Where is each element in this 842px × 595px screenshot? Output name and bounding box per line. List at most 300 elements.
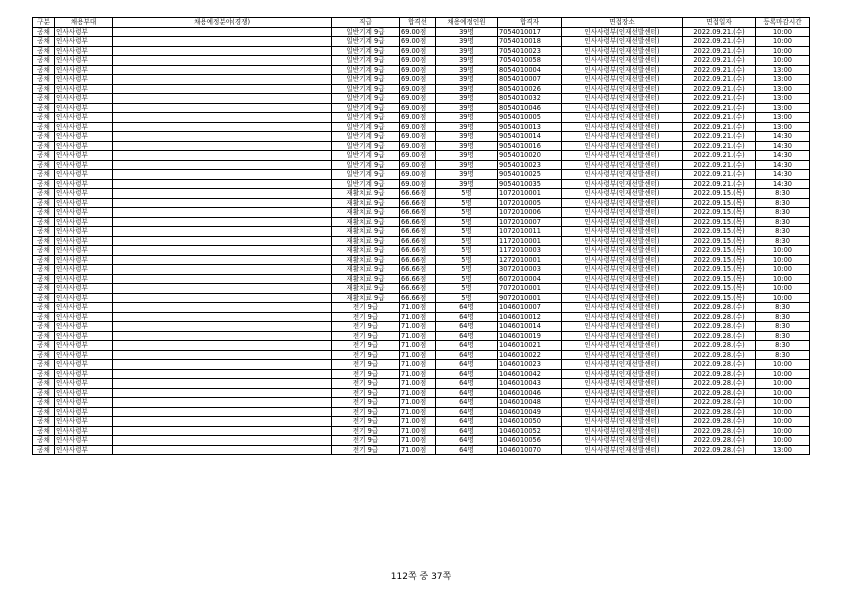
cell-cutoff: 69.00점 — [400, 132, 436, 142]
cell-grade: 재활치료 9급 — [332, 274, 400, 284]
cell-quota: 39명 — [436, 122, 498, 132]
cell-location: 인사사령부(인재선발센터) — [562, 398, 683, 408]
cell-unit: 인사사령부 — [55, 122, 113, 132]
cell-category: 공채 — [33, 141, 55, 151]
cell-cutoff: 66.66점 — [400, 227, 436, 237]
cell-category: 공채 — [33, 75, 55, 85]
cell-grade: 전기 9급 — [332, 350, 400, 360]
cell-unit: 인사사령부 — [55, 303, 113, 313]
cell-deadline: 14:30 — [756, 132, 810, 142]
cell-deadline: 13:00 — [756, 65, 810, 75]
cell-grade: 일반기계 9급 — [332, 65, 400, 75]
cell-quota: 39명 — [436, 27, 498, 37]
cell-applicant-id: 1046010043 — [498, 379, 562, 389]
table-row — [33, 341, 810, 351]
cell-unit: 인사사령부 — [55, 246, 113, 256]
cell-location: 인사사령부(인재선발센터) — [562, 208, 683, 218]
cell-category: 공채 — [33, 151, 55, 161]
table-row — [33, 436, 810, 446]
cell-cutoff: 69.00점 — [400, 113, 436, 123]
header-quota: 채용예정인원 — [436, 18, 498, 28]
cell-category: 공채 — [33, 236, 55, 246]
cell-date: 2022.09.15.(목) — [683, 198, 756, 208]
cell-location: 인사사령부(인재선발센터) — [562, 360, 683, 370]
cell-grade: 일반기계 9급 — [332, 103, 400, 113]
cell-field — [113, 46, 332, 56]
cell-location: 인사사령부(인재선발센터) — [562, 160, 683, 170]
cell-cutoff: 71.00점 — [400, 426, 436, 436]
cell-unit: 인사사령부 — [55, 322, 113, 332]
cell-applicant-id: 3072010003 — [498, 265, 562, 275]
cell-unit: 인사사령부 — [55, 84, 113, 94]
cell-deadline: 10:00 — [756, 407, 810, 417]
cell-field — [113, 388, 332, 398]
cell-cutoff: 69.00점 — [400, 151, 436, 161]
cell-grade: 재활치료 9급 — [332, 198, 400, 208]
cell-date: 2022.09.15.(목) — [683, 246, 756, 256]
cell-date: 2022.09.21.(수) — [683, 122, 756, 132]
cell-cutoff: 66.66점 — [400, 265, 436, 275]
table-row — [33, 274, 810, 284]
cell-field — [113, 445, 332, 455]
cell-grade: 재활치료 9급 — [332, 255, 400, 265]
cell-applicant-id: 7072010001 — [498, 284, 562, 294]
cell-quota: 64명 — [436, 445, 498, 455]
cell-cutoff: 66.66점 — [400, 255, 436, 265]
table-row — [33, 293, 810, 303]
cell-location: 인사사령부(인재선발센터) — [562, 312, 683, 322]
cell-location: 인사사령부(인재선발센터) — [562, 341, 683, 351]
cell-field — [113, 426, 332, 436]
cell-applicant-id: 1046010012 — [498, 312, 562, 322]
cell-grade: 전기 9급 — [332, 445, 400, 455]
cell-date: 2022.09.15.(목) — [683, 255, 756, 265]
cell-grade: 전기 9급 — [332, 388, 400, 398]
cell-date: 2022.09.15.(목) — [683, 284, 756, 294]
cell-date: 2022.09.21.(수) — [683, 160, 756, 170]
cell-location: 인사사령부(인재선발센터) — [562, 37, 683, 47]
cell-grade: 전기 9급 — [332, 360, 400, 370]
cell-deadline: 13:00 — [756, 75, 810, 85]
cell-deadline: 10:00 — [756, 274, 810, 284]
table-row — [33, 141, 810, 151]
cell-location: 인사사령부(인재선발센터) — [562, 350, 683, 360]
header-cutoff: 합격선 — [400, 18, 436, 28]
cell-location: 인사사령부(인재선발센터) — [562, 379, 683, 389]
cell-grade: 재활치료 9급 — [332, 208, 400, 218]
cell-field — [113, 360, 332, 370]
cell-grade: 재활치료 9급 — [332, 284, 400, 294]
cell-field — [113, 246, 332, 256]
cell-category: 공채 — [33, 341, 55, 351]
cell-field — [113, 398, 332, 408]
cell-quota: 5명 — [436, 217, 498, 227]
cell-date: 2022.09.28.(수) — [683, 426, 756, 436]
cell-cutoff: 66.66점 — [400, 274, 436, 284]
cell-quota: 5명 — [436, 198, 498, 208]
cell-category: 공채 — [33, 417, 55, 427]
cell-category: 공채 — [33, 160, 55, 170]
cell-date: 2022.09.21.(수) — [683, 103, 756, 113]
cell-location: 인사사령부(인재선발센터) — [562, 417, 683, 427]
cell-quota: 5명 — [436, 208, 498, 218]
cell-cutoff: 71.00점 — [400, 341, 436, 351]
cell-field — [113, 407, 332, 417]
cell-field — [113, 65, 332, 75]
cell-cutoff: 69.00점 — [400, 65, 436, 75]
cell-category: 공채 — [33, 445, 55, 455]
cell-location: 인사사령부(인재선발센터) — [562, 141, 683, 151]
table-row — [33, 388, 810, 398]
cell-unit: 인사사령부 — [55, 75, 113, 85]
cell-unit: 인사사령부 — [55, 236, 113, 246]
cell-deadline: 10:00 — [756, 56, 810, 66]
cell-category: 공채 — [33, 265, 55, 275]
cell-unit: 인사사령부 — [55, 436, 113, 446]
cell-location: 인사사령부(인재선발센터) — [562, 303, 683, 313]
cell-location: 인사사령부(인재선발센터) — [562, 122, 683, 132]
cell-unit: 인사사령부 — [55, 151, 113, 161]
cell-quota: 64명 — [436, 303, 498, 313]
cell-deadline: 10:00 — [756, 293, 810, 303]
cell-quota: 64명 — [436, 398, 498, 408]
cell-unit: 인사사령부 — [55, 331, 113, 341]
cell-grade: 일반기계 9급 — [332, 160, 400, 170]
cell-category: 공채 — [33, 350, 55, 360]
cell-date: 2022.09.15.(목) — [683, 236, 756, 246]
cell-cutoff: 71.00점 — [400, 407, 436, 417]
cell-deadline: 10:00 — [756, 388, 810, 398]
cell-category: 공채 — [33, 122, 55, 132]
cell-unit: 인사사령부 — [55, 417, 113, 427]
cell-category: 공채 — [33, 217, 55, 227]
cell-unit: 인사사령부 — [55, 445, 113, 455]
cell-category: 공채 — [33, 246, 55, 256]
table-row — [33, 37, 810, 47]
cell-grade: 재활치료 9급 — [332, 227, 400, 237]
cell-grade: 전기 9급 — [332, 379, 400, 389]
table-row — [33, 65, 810, 75]
cell-deadline: 8:30 — [756, 198, 810, 208]
cell-field — [113, 255, 332, 265]
cell-cutoff: 69.00점 — [400, 103, 436, 113]
cell-field — [113, 122, 332, 132]
cell-location: 인사사령부(인재선발센터) — [562, 246, 683, 256]
table-row — [33, 27, 810, 37]
cell-location: 인사사령부(인재선발센터) — [562, 369, 683, 379]
cell-location: 인사사령부(인재선발센터) — [562, 265, 683, 275]
table-row — [33, 103, 810, 113]
cell-quota: 64명 — [436, 388, 498, 398]
cell-cutoff: 71.00점 — [400, 379, 436, 389]
cell-applicant-id: 9054010035 — [498, 179, 562, 189]
cell-date: 2022.09.28.(수) — [683, 312, 756, 322]
header-applicant-id: 합격자 — [498, 18, 562, 28]
cell-category: 공채 — [33, 103, 55, 113]
cell-grade: 재활치료 9급 — [332, 236, 400, 246]
cell-unit: 인사사령부 — [55, 208, 113, 218]
cell-grade: 전기 9급 — [332, 312, 400, 322]
cell-location: 인사사령부(인재선발센터) — [562, 322, 683, 332]
cell-field — [113, 75, 332, 85]
cell-deadline: 10:00 — [756, 284, 810, 294]
cell-quota: 5명 — [436, 284, 498, 294]
cell-location: 인사사령부(인재선발센터) — [562, 75, 683, 85]
cell-grade: 재활치료 9급 — [332, 217, 400, 227]
cell-location: 인사사령부(인재선발센터) — [562, 274, 683, 284]
cell-unit: 인사사령부 — [55, 217, 113, 227]
cell-field — [113, 27, 332, 37]
cell-category: 공채 — [33, 293, 55, 303]
cell-grade: 일반기계 9급 — [332, 56, 400, 66]
cell-unit: 인사사령부 — [55, 160, 113, 170]
cell-date: 2022.09.21.(수) — [683, 179, 756, 189]
cell-deadline: 10:00 — [756, 27, 810, 37]
cell-category: 공채 — [33, 27, 55, 37]
header-field: 채용예정분야(경쟁) — [113, 18, 332, 28]
cell-field — [113, 217, 332, 227]
cell-category: 공채 — [33, 331, 55, 341]
table-row — [33, 198, 810, 208]
cell-date: 2022.09.28.(수) — [683, 322, 756, 332]
cell-unit: 인사사령부 — [55, 65, 113, 75]
cell-grade: 전기 9급 — [332, 303, 400, 313]
cell-unit: 인사사령부 — [55, 388, 113, 398]
cell-field — [113, 132, 332, 142]
cell-unit: 인사사령부 — [55, 132, 113, 142]
cell-date: 2022.09.15.(목) — [683, 227, 756, 237]
cell-deadline: 8:30 — [756, 322, 810, 332]
header-grade: 직급 — [332, 18, 400, 28]
cell-applicant-id: 7054010023 — [498, 46, 562, 56]
cell-cutoff: 71.00점 — [400, 388, 436, 398]
table-row — [33, 284, 810, 294]
cell-location: 인사사령부(인재선발센터) — [562, 331, 683, 341]
cell-applicant-id: 1046010070 — [498, 445, 562, 455]
cell-category: 공채 — [33, 208, 55, 218]
cell-unit: 인사사령부 — [55, 398, 113, 408]
cell-field — [113, 113, 332, 123]
cell-location: 인사사령부(인재선발센터) — [562, 65, 683, 75]
cell-field — [113, 265, 332, 275]
table-row — [33, 132, 810, 142]
cell-cutoff: 71.00점 — [400, 303, 436, 313]
cell-unit: 인사사령부 — [55, 179, 113, 189]
cell-applicant-id: 1072010001 — [498, 189, 562, 199]
cell-applicant-id: 8054010046 — [498, 103, 562, 113]
cell-grade: 전기 9급 — [332, 407, 400, 417]
cell-category: 공채 — [33, 388, 55, 398]
cell-date: 2022.09.21.(수) — [683, 151, 756, 161]
cell-date: 2022.09.28.(수) — [683, 341, 756, 351]
cell-applicant-id: 9054010013 — [498, 122, 562, 132]
cell-cutoff: 71.00점 — [400, 312, 436, 322]
cell-grade: 재활치료 9급 — [332, 265, 400, 275]
cell-unit: 인사사령부 — [55, 37, 113, 47]
cell-location: 인사사령부(인재선발센터) — [562, 426, 683, 436]
cell-date: 2022.09.21.(수) — [683, 113, 756, 123]
table-row — [33, 246, 810, 256]
cell-category: 공채 — [33, 426, 55, 436]
cell-grade: 전기 9급 — [332, 322, 400, 332]
cell-cutoff: 71.00점 — [400, 369, 436, 379]
cell-quota: 64명 — [436, 350, 498, 360]
cell-field — [113, 350, 332, 360]
cell-category: 공채 — [33, 113, 55, 123]
interview-schedule-table — [32, 17, 810, 455]
cell-category: 공채 — [33, 189, 55, 199]
cell-deadline: 10:00 — [756, 37, 810, 47]
cell-deadline: 13:00 — [756, 113, 810, 123]
cell-category: 공채 — [33, 255, 55, 265]
cell-deadline: 8:30 — [756, 236, 810, 246]
cell-cutoff: 66.66점 — [400, 198, 436, 208]
cell-quota: 64명 — [436, 407, 498, 417]
cell-unit: 인사사령부 — [55, 46, 113, 56]
cell-deadline: 13:00 — [756, 122, 810, 132]
cell-field — [113, 170, 332, 180]
cell-cutoff: 71.00점 — [400, 360, 436, 370]
cell-quota: 39명 — [436, 94, 498, 104]
cell-location: 인사사령부(인재선발센터) — [562, 94, 683, 104]
header-date: 면접일자 — [683, 18, 756, 28]
cell-deadline: 13:00 — [756, 103, 810, 113]
cell-grade: 전기 9급 — [332, 341, 400, 351]
cell-location: 인사사령부(인재선발센터) — [562, 46, 683, 56]
cell-field — [113, 322, 332, 332]
cell-category: 공채 — [33, 227, 55, 237]
cell-category: 공채 — [33, 369, 55, 379]
cell-cutoff: 66.66점 — [400, 208, 436, 218]
cell-grade: 재활치료 9급 — [332, 189, 400, 199]
cell-category: 공채 — [33, 37, 55, 47]
cell-quota: 5명 — [436, 227, 498, 237]
cell-category: 공채 — [33, 407, 55, 417]
cell-field — [113, 341, 332, 351]
table-row — [33, 445, 810, 455]
cell-category: 공채 — [33, 56, 55, 66]
cell-deadline: 10:00 — [756, 417, 810, 427]
cell-date: 2022.09.21.(수) — [683, 56, 756, 66]
cell-field — [113, 208, 332, 218]
cell-field — [113, 151, 332, 161]
cell-category: 공채 — [33, 322, 55, 332]
table-row — [33, 265, 810, 275]
cell-applicant-id: 9054010020 — [498, 151, 562, 161]
cell-applicant-id: 1046010014 — [498, 322, 562, 332]
cell-cutoff: 69.00점 — [400, 179, 436, 189]
cell-date: 2022.09.28.(수) — [683, 331, 756, 341]
cell-quota: 64명 — [436, 360, 498, 370]
cell-applicant-id: 1072010005 — [498, 198, 562, 208]
cell-applicant-id: 1072010006 — [498, 208, 562, 218]
cell-deadline: 10:00 — [756, 369, 810, 379]
cell-category: 공채 — [33, 284, 55, 294]
cell-field — [113, 274, 332, 284]
table-row — [33, 417, 810, 427]
cell-unit: 인사사령부 — [55, 141, 113, 151]
cell-field — [113, 198, 332, 208]
table-row — [33, 217, 810, 227]
cell-deadline: 10:00 — [756, 246, 810, 256]
cell-unit: 인사사령부 — [55, 426, 113, 436]
cell-deadline: 14:30 — [756, 151, 810, 161]
cell-grade: 일반기계 9급 — [332, 37, 400, 47]
cell-location: 인사사령부(인재선발센터) — [562, 445, 683, 455]
cell-cutoff: 71.00점 — [400, 417, 436, 427]
cell-unit: 인사사령부 — [55, 379, 113, 389]
cell-unit: 인사사령부 — [55, 293, 113, 303]
cell-date: 2022.09.21.(수) — [683, 132, 756, 142]
cell-category: 공채 — [33, 360, 55, 370]
cell-unit: 인사사령부 — [55, 265, 113, 275]
cell-category: 공채 — [33, 94, 55, 104]
table-row — [33, 170, 810, 180]
cell-applicant-id: 1046010022 — [498, 350, 562, 360]
cell-deadline: 14:30 — [756, 170, 810, 180]
cell-applicant-id: 7054010018 — [498, 37, 562, 47]
cell-deadline: 8:30 — [756, 189, 810, 199]
cell-applicant-id: 1072010007 — [498, 217, 562, 227]
cell-unit: 인사사령부 — [55, 170, 113, 180]
cell-grade: 일반기계 9급 — [332, 46, 400, 56]
cell-cutoff: 69.00점 — [400, 170, 436, 180]
cell-applicant-id: 9072010001 — [498, 293, 562, 303]
cell-date: 2022.09.28.(수) — [683, 379, 756, 389]
cell-field — [113, 56, 332, 66]
cell-field — [113, 303, 332, 313]
cell-applicant-id: 7054010058 — [498, 56, 562, 66]
cell-quota: 39명 — [436, 160, 498, 170]
header-deadline: 등록마감시간 — [756, 18, 810, 28]
cell-deadline: 10:00 — [756, 360, 810, 370]
cell-cutoff: 66.66점 — [400, 189, 436, 199]
table-row — [33, 379, 810, 389]
cell-applicant-id: 1172010001 — [498, 236, 562, 246]
table-row — [33, 312, 810, 322]
table-row — [33, 426, 810, 436]
cell-unit: 인사사령부 — [55, 227, 113, 237]
cell-date: 2022.09.28.(수) — [683, 407, 756, 417]
cell-field — [113, 331, 332, 341]
cell-date: 2022.09.28.(수) — [683, 360, 756, 370]
cell-grade: 전기 9급 — [332, 369, 400, 379]
table-row — [33, 407, 810, 417]
cell-location: 인사사령부(인재선발센터) — [562, 293, 683, 303]
cell-applicant-id: 1046010049 — [498, 407, 562, 417]
cell-category: 공채 — [33, 179, 55, 189]
cell-applicant-id: 9054010016 — [498, 141, 562, 151]
cell-deadline: 10:00 — [756, 379, 810, 389]
cell-quota: 64명 — [436, 369, 498, 379]
cell-cutoff: 69.00점 — [400, 122, 436, 132]
cell-deadline: 14:30 — [756, 141, 810, 151]
cell-date: 2022.09.21.(수) — [683, 65, 756, 75]
cell-quota: 5명 — [436, 255, 498, 265]
cell-cutoff: 71.00점 — [400, 350, 436, 360]
cell-category: 공채 — [33, 379, 55, 389]
cell-date: 2022.09.28.(수) — [683, 436, 756, 446]
cell-quota: 5명 — [436, 265, 498, 275]
cell-grade: 일반기계 9급 — [332, 141, 400, 151]
header-category: 구분 — [33, 18, 55, 28]
cell-category: 공채 — [33, 198, 55, 208]
table-row — [33, 360, 810, 370]
cell-quota: 39명 — [436, 179, 498, 189]
cell-unit: 인사사령부 — [55, 27, 113, 37]
table-row — [33, 122, 810, 132]
cell-unit: 인사사령부 — [55, 113, 113, 123]
